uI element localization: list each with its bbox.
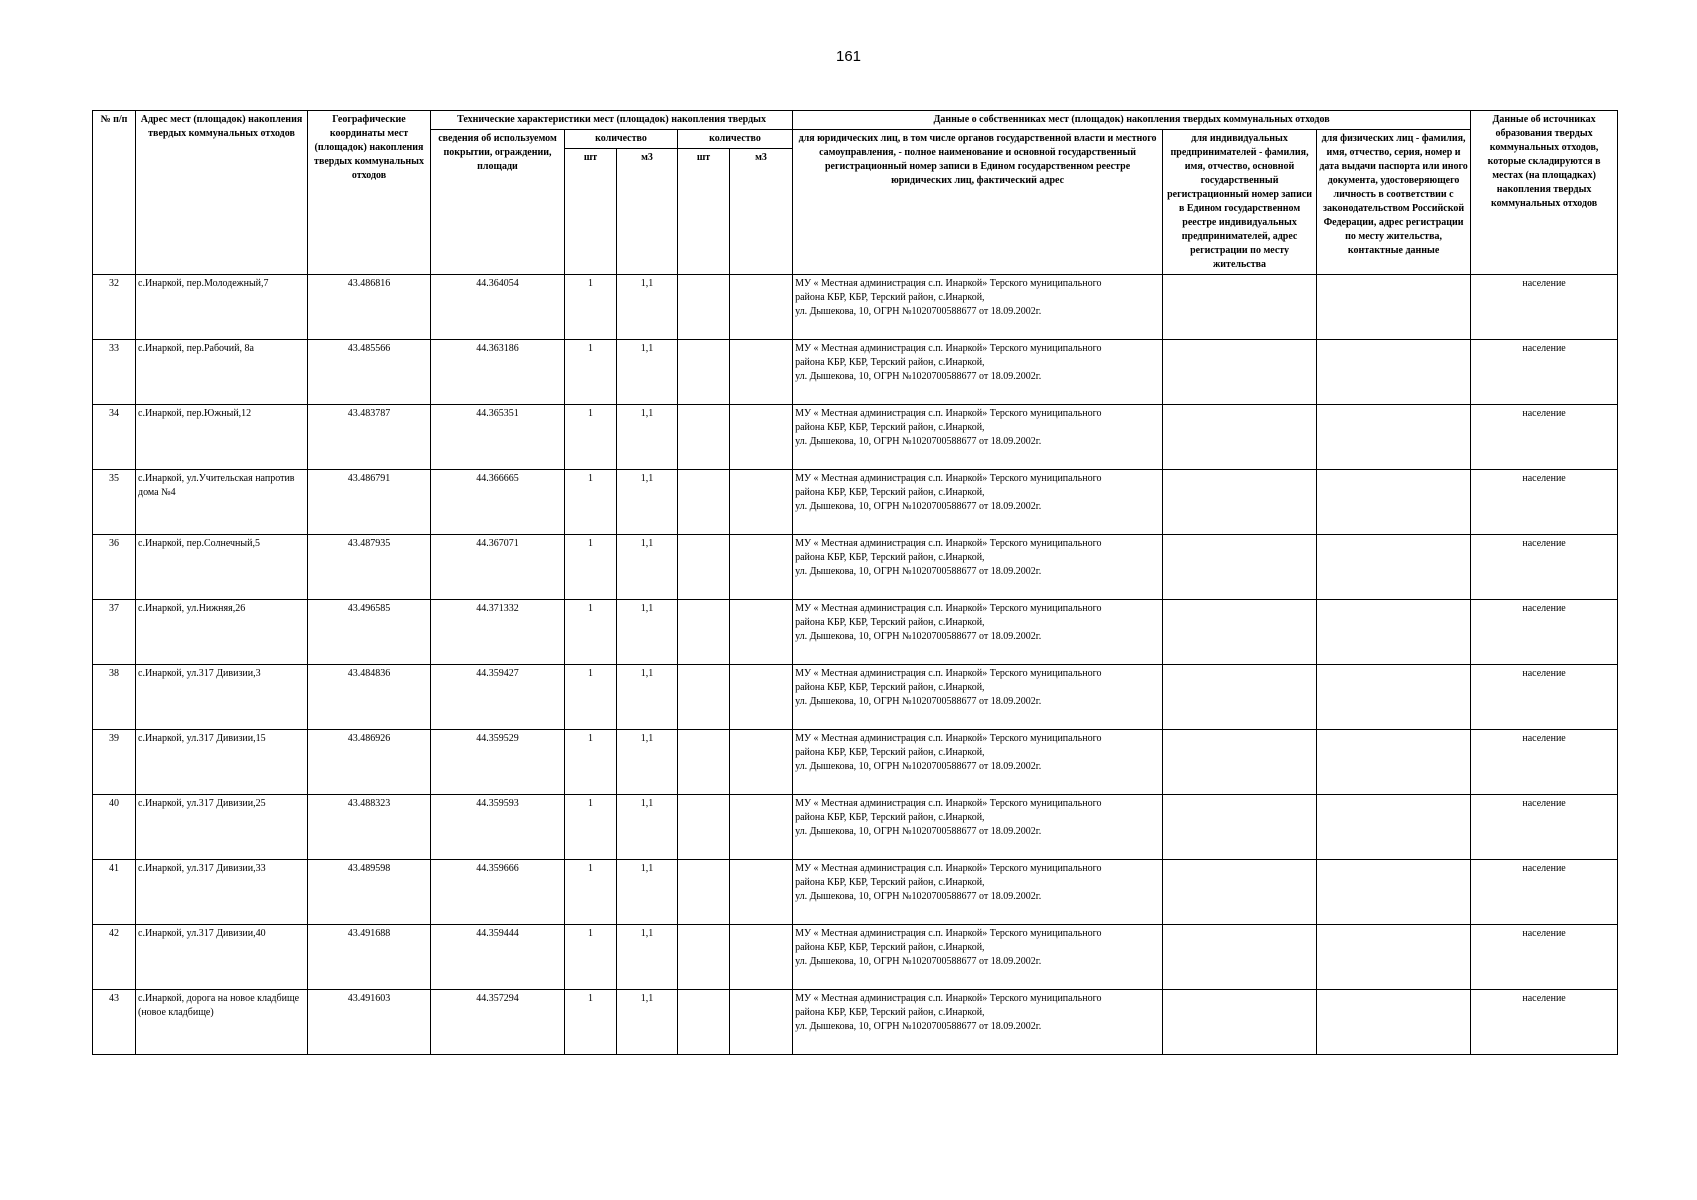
row-longitude: 44.363186	[431, 340, 565, 405]
header-count-placed-label: количество	[595, 133, 647, 144]
owner-line-3: ул. Дышекова, 10, ОГРН №1020700588677 от 18.09.2002г.	[795, 566, 1042, 577]
header-individuals: для физических лиц - фамилия, имя, отчество, серия, номер и дата выдачи паспорта или иного документа, удостоверяющего личность в соответствии с законодательством Российской Федерации, адрес регистрации по месту жительства, контактные данные	[1317, 130, 1471, 275]
row-latitude: 43.488323	[308, 795, 431, 860]
table-row	[93, 990, 1618, 1055]
row-planned-pcs	[678, 600, 730, 665]
row-count-pcs: 1	[565, 470, 617, 535]
row-source: население	[1471, 535, 1618, 600]
row-volume-m3: 1,1	[617, 925, 678, 990]
row-source: население	[1471, 405, 1618, 470]
header-sources: Данные об источниках образования твердых коммунальных отходов, которые складируются в местах (на площадках) накопления твердых коммунальных отходов	[1471, 111, 1618, 275]
header-count-planned	[678, 130, 793, 149]
row-volume-m3: 1,1	[617, 860, 678, 925]
row-address: с.Инаркой, ул.317 Дивизии,40	[136, 925, 308, 990]
row-longitude: 44.359427	[431, 665, 565, 730]
row-source: население	[1471, 665, 1618, 730]
owner-line-2: района КБР, КБР, Терский район, с.Инаркой,	[795, 487, 985, 498]
row-planned-m3	[730, 470, 793, 535]
row-address: с.Инаркой, пер.Солнечный,5	[136, 535, 308, 600]
table-row	[93, 730, 1618, 795]
row-longitude: 44.365351	[431, 405, 565, 470]
row-individual	[1317, 470, 1471, 535]
row-individual	[1317, 535, 1471, 600]
header-owners: Данные о собственниках мест (площадок) накопления твердых коммунальных отходов	[793, 111, 1471, 130]
row-planned-pcs	[678, 405, 730, 470]
header-legal: для юридических лиц, в том числе органов государственной власти и местного самоуправления, - полное наименование и основной государственный регистрационный номер записи в Едином государственном реестре юридических лиц, фактический адрес	[793, 130, 1163, 275]
row-planned-m3	[730, 535, 793, 600]
row-latitude: 43.491688	[308, 925, 431, 990]
row-planned-pcs	[678, 470, 730, 535]
row-planned-pcs	[678, 535, 730, 600]
row-entrepreneur	[1163, 990, 1317, 1055]
owner-line-1: МУ « Местная администрация с.п. Инаркой» Терского муниципального	[795, 993, 1102, 1004]
row-individual	[1317, 860, 1471, 925]
owner-line-2: района КБР, КБР, Терский район, с.Инаркой,	[795, 942, 985, 953]
row-number: 37	[93, 600, 136, 665]
row-planned-pcs	[678, 795, 730, 860]
header-unit-m3: м3	[617, 149, 678, 275]
row-owner	[793, 405, 1163, 470]
row-latitude: 43.489598	[308, 860, 431, 925]
table-row	[93, 535, 1618, 600]
table-row	[93, 470, 1618, 535]
row-owner	[793, 860, 1163, 925]
row-owner	[793, 535, 1163, 600]
row-owner	[793, 730, 1163, 795]
row-address: с.Инаркой, ул.317 Дивизии,25	[136, 795, 308, 860]
row-count-pcs: 1	[565, 730, 617, 795]
row-planned-m3	[730, 405, 793, 470]
row-number: 32	[93, 275, 136, 340]
owner-line-1: МУ « Местная администрация с.п. Инаркой» Терского муниципального	[795, 538, 1102, 549]
row-owner	[793, 470, 1163, 535]
row-source: население	[1471, 925, 1618, 990]
row-address: с.Инаркой, пер.Молодежный,7	[136, 275, 308, 340]
row-address: с.Инаркой, ул.317 Дивизии,33	[136, 860, 308, 925]
row-latitude: 43.484836	[308, 665, 431, 730]
row-longitude: 44.357294	[431, 990, 565, 1055]
table-row	[93, 405, 1618, 470]
row-planned-pcs	[678, 860, 730, 925]
header-count-placed	[565, 130, 678, 149]
row-volume-m3: 1,1	[617, 470, 678, 535]
owner-line-1: МУ « Местная администрация с.п. Инаркой» Терского муниципального	[795, 798, 1102, 809]
row-volume-m3: 1,1	[617, 535, 678, 600]
row-address: с.Инаркой, пер.Южный,12	[136, 405, 308, 470]
row-number: 35	[93, 470, 136, 535]
row-latitude: 43.483787	[308, 405, 431, 470]
row-entrepreneur	[1163, 600, 1317, 665]
row-entrepreneur	[1163, 795, 1317, 860]
owner-line-2: района КБР, КБР, Терский район, с.Инаркой,	[795, 552, 985, 563]
row-longitude: 44.359666	[431, 860, 565, 925]
row-latitude: 43.486791	[308, 470, 431, 535]
row-source: население	[1471, 990, 1618, 1055]
owner-line-1: МУ « Местная администрация с.п. Инаркой» Терского муниципального	[795, 473, 1102, 484]
table-row	[93, 665, 1618, 730]
row-longitude: 44.364054	[431, 275, 565, 340]
row-planned-m3	[730, 600, 793, 665]
row-latitude: 43.486926	[308, 730, 431, 795]
row-latitude: 43.491603	[308, 990, 431, 1055]
row-entrepreneur	[1163, 535, 1317, 600]
table-row	[93, 600, 1618, 665]
table-body	[93, 275, 1618, 1055]
row-number: 38	[93, 665, 136, 730]
row-volume-m3: 1,1	[617, 340, 678, 405]
row-longitude: 44.366665	[431, 470, 565, 535]
row-volume-m3: 1,1	[617, 665, 678, 730]
row-count-pcs: 1	[565, 860, 617, 925]
table-row	[93, 275, 1618, 340]
row-address: с.Инаркой, пер.Рабочий, 8а	[136, 340, 308, 405]
owner-line-3: ул. Дышекова, 10, ОГРН №1020700588677 от 18.09.2002г.	[795, 371, 1042, 382]
row-entrepreneur	[1163, 340, 1317, 405]
row-volume-m3: 1,1	[617, 730, 678, 795]
header-unit-pcs-planned: шт	[678, 149, 730, 275]
row-planned-m3	[730, 730, 793, 795]
row-count-pcs: 1	[565, 925, 617, 990]
row-latitude: 43.487935	[308, 535, 431, 600]
row-planned-pcs	[678, 340, 730, 405]
row-individual	[1317, 925, 1471, 990]
row-volume-m3: 1,1	[617, 600, 678, 665]
row-individual	[1317, 665, 1471, 730]
row-source: население	[1471, 470, 1618, 535]
row-volume-m3: 1,1	[617, 275, 678, 340]
row-planned-m3	[730, 795, 793, 860]
row-individual	[1317, 405, 1471, 470]
owner-line-2: района КБР, КБР, Терский район, с.Инаркой,	[795, 1007, 985, 1018]
row-planned-m3	[730, 925, 793, 990]
row-entrepreneur	[1163, 665, 1317, 730]
header-unit-m3-planned: м3	[730, 149, 793, 275]
row-owner	[793, 600, 1163, 665]
row-planned-m3	[730, 860, 793, 925]
owner-line-3: ул. Дышекова, 10, ОГРН №1020700588677 от 18.09.2002г.	[795, 761, 1042, 772]
row-count-pcs: 1	[565, 665, 617, 730]
row-owner	[793, 990, 1163, 1055]
row-individual	[1317, 795, 1471, 860]
row-entrepreneur	[1163, 730, 1317, 795]
row-planned-m3	[730, 340, 793, 405]
row-planned-pcs	[678, 275, 730, 340]
row-planned-m3	[730, 990, 793, 1055]
row-count-pcs: 1	[565, 795, 617, 860]
row-source: население	[1471, 860, 1618, 925]
owner-line-2: района КБР, КБР, Терский район, с.Инаркой,	[795, 682, 985, 693]
header-unit-pcs: шт	[565, 149, 617, 275]
owner-line-2: района КБР, КБР, Терский район, с.Инаркой,	[795, 877, 985, 888]
row-source: население	[1471, 795, 1618, 860]
row-planned-m3	[730, 275, 793, 340]
row-latitude: 43.486816	[308, 275, 431, 340]
row-longitude: 44.359444	[431, 925, 565, 990]
owner-line-1: МУ « Местная администрация с.п. Инаркой» Терского муниципального	[795, 603, 1102, 614]
owner-line-3: ул. Дышекова, 10, ОГРН №1020700588677 от 18.09.2002г.	[795, 891, 1042, 902]
row-number: 36	[93, 535, 136, 600]
row-volume-m3: 1,1	[617, 405, 678, 470]
owner-line-1: МУ « Местная администрация с.п. Инаркой» Терского муниципального	[795, 343, 1102, 354]
row-owner	[793, 275, 1163, 340]
owner-line-1: МУ « Местная администрация с.п. Инаркой» Терского муниципального	[795, 928, 1102, 939]
owner-line-2: района КБР, КБР, Терский район, с.Инаркой,	[795, 292, 985, 303]
owner-line-3: ул. Дышекова, 10, ОГРН №1020700588677 от 18.09.2002г.	[795, 826, 1042, 837]
row-count-pcs: 1	[565, 340, 617, 405]
row-longitude: 44.371332	[431, 600, 565, 665]
table-row	[93, 340, 1618, 405]
row-latitude: 43.496585	[308, 600, 431, 665]
owner-line-3: ул. Дышекова, 10, ОГРН №1020700588677 от 18.09.2002г.	[795, 1021, 1042, 1032]
table-row	[93, 925, 1618, 990]
row-count-pcs: 1	[565, 990, 617, 1055]
row-owner	[793, 795, 1163, 860]
header-coords: Географические координаты мест (площадок) накопления твердых коммунальных отходов	[308, 111, 431, 275]
header-tech-label: Технические характеристики мест (площадок) накопления твердых	[457, 114, 766, 125]
row-number: 34	[93, 405, 136, 470]
owner-line-3: ул. Дышекова, 10, ОГРН №1020700588677 от 18.09.2002г.	[795, 696, 1042, 707]
owner-line-1: МУ « Местная администрация с.п. Инаркой» Терского муниципального	[795, 863, 1102, 874]
row-entrepreneur	[1163, 405, 1317, 470]
owner-line-2: района КБР, КБР, Терский район, с.Инаркой,	[795, 617, 985, 628]
owner-line-1: МУ « Местная администрация с.п. Инаркой» Терского муниципального	[795, 668, 1102, 679]
row-number: 40	[93, 795, 136, 860]
row-source: население	[1471, 275, 1618, 340]
row-volume-m3: 1,1	[617, 990, 678, 1055]
row-planned-pcs	[678, 925, 730, 990]
header-entrepreneurs: для индивидуальных предпринимателей - фамилия, имя, отчество, основной государственный регистрационный номер записи в Едином государственном реестре индивидуальных предпринимателей, адрес регистрации по месту жительства	[1163, 130, 1317, 275]
row-volume-m3: 1,1	[617, 795, 678, 860]
header-count-planned-label: количество	[709, 133, 761, 144]
page-number: 161	[835, 48, 862, 65]
owner-line-3: ул. Дышекова, 10, ОГРН №1020700588677 от 18.09.2002г.	[795, 956, 1042, 967]
row-owner	[793, 925, 1163, 990]
owner-line-3: ул. Дышекова, 10, ОГРН №1020700588677 от 18.09.2002г.	[795, 631, 1042, 642]
header-num: № п/п	[93, 111, 136, 275]
row-count-pcs: 1	[565, 405, 617, 470]
row-count-pcs: 1	[565, 535, 617, 600]
row-number: 42	[93, 925, 136, 990]
row-number: 33	[93, 340, 136, 405]
row-owner	[793, 665, 1163, 730]
row-number: 43	[93, 990, 136, 1055]
owner-line-2: района КБР, КБР, Терский район, с.Инаркой,	[795, 747, 985, 758]
row-source: население	[1471, 730, 1618, 795]
row-individual	[1317, 600, 1471, 665]
owner-line-2: района КБР, КБР, Терский район, с.Инаркой,	[795, 812, 985, 823]
row-source: население	[1471, 340, 1618, 405]
waste-sites-table	[92, 110, 1618, 1055]
table-row	[93, 795, 1618, 860]
row-longitude: 44.359529	[431, 730, 565, 795]
row-individual	[1317, 730, 1471, 795]
row-owner	[793, 340, 1163, 405]
owner-line-3: ул. Дышекова, 10, ОГРН №1020700588677 от 18.09.2002г.	[795, 306, 1042, 317]
row-individual	[1317, 990, 1471, 1055]
owner-line-1: МУ « Местная администрация с.п. Инаркой» Терского муниципального	[795, 278, 1102, 289]
owner-line-2: района КБР, КБР, Терский район, с.Инаркой,	[795, 357, 985, 368]
row-latitude: 43.485566	[308, 340, 431, 405]
row-entrepreneur	[1163, 860, 1317, 925]
owner-line-1: МУ « Местная администрация с.п. Инаркой» Терского муниципального	[795, 408, 1102, 419]
row-planned-pcs	[678, 665, 730, 730]
row-planned-pcs	[678, 990, 730, 1055]
row-source: население	[1471, 600, 1618, 665]
row-entrepreneur	[1163, 470, 1317, 535]
row-planned-pcs	[678, 730, 730, 795]
row-entrepreneur	[1163, 925, 1317, 990]
row-count-pcs: 1	[565, 275, 617, 340]
row-address: с.Инаркой, дорога на новое кладбище (новое кладбище)	[136, 990, 308, 1055]
row-individual	[1317, 275, 1471, 340]
owner-line-3: ул. Дышекова, 10, ОГРН №1020700588677 от 18.09.2002г.	[795, 501, 1042, 512]
row-individual	[1317, 340, 1471, 405]
row-address: с.Инаркой, ул.Учительская напротив дома №4	[136, 470, 308, 535]
row-address: с.Инаркой, ул.Нижняя,26	[136, 600, 308, 665]
row-planned-m3	[730, 665, 793, 730]
header-address: Адрес мест (площадок) накопления твердых коммунальных отходов	[136, 111, 308, 275]
owner-line-2: района КБР, КБР, Терский район, с.Инаркой,	[795, 422, 985, 433]
header-tech	[431, 111, 793, 130]
row-count-pcs: 1	[565, 600, 617, 665]
owner-line-1: МУ « Местная администрация с.п. Инаркой» Терского муниципального	[795, 733, 1102, 744]
row-entrepreneur	[1163, 275, 1317, 340]
row-longitude: 44.359593	[431, 795, 565, 860]
table-row	[93, 860, 1618, 925]
owner-line-3: ул. Дышекова, 10, ОГРН №1020700588677 от 18.09.2002г.	[795, 436, 1042, 447]
row-number: 41	[93, 860, 136, 925]
row-address: с.Инаркой, ул.317 Дивизии,15	[136, 730, 308, 795]
row-number: 39	[93, 730, 136, 795]
row-longitude: 44.367071	[431, 535, 565, 600]
row-address: с.Инаркой, ул.317 Дивизии,3	[136, 665, 308, 730]
header-coverage: сведения об используемом покрытии, ограждении, площади	[431, 130, 565, 275]
